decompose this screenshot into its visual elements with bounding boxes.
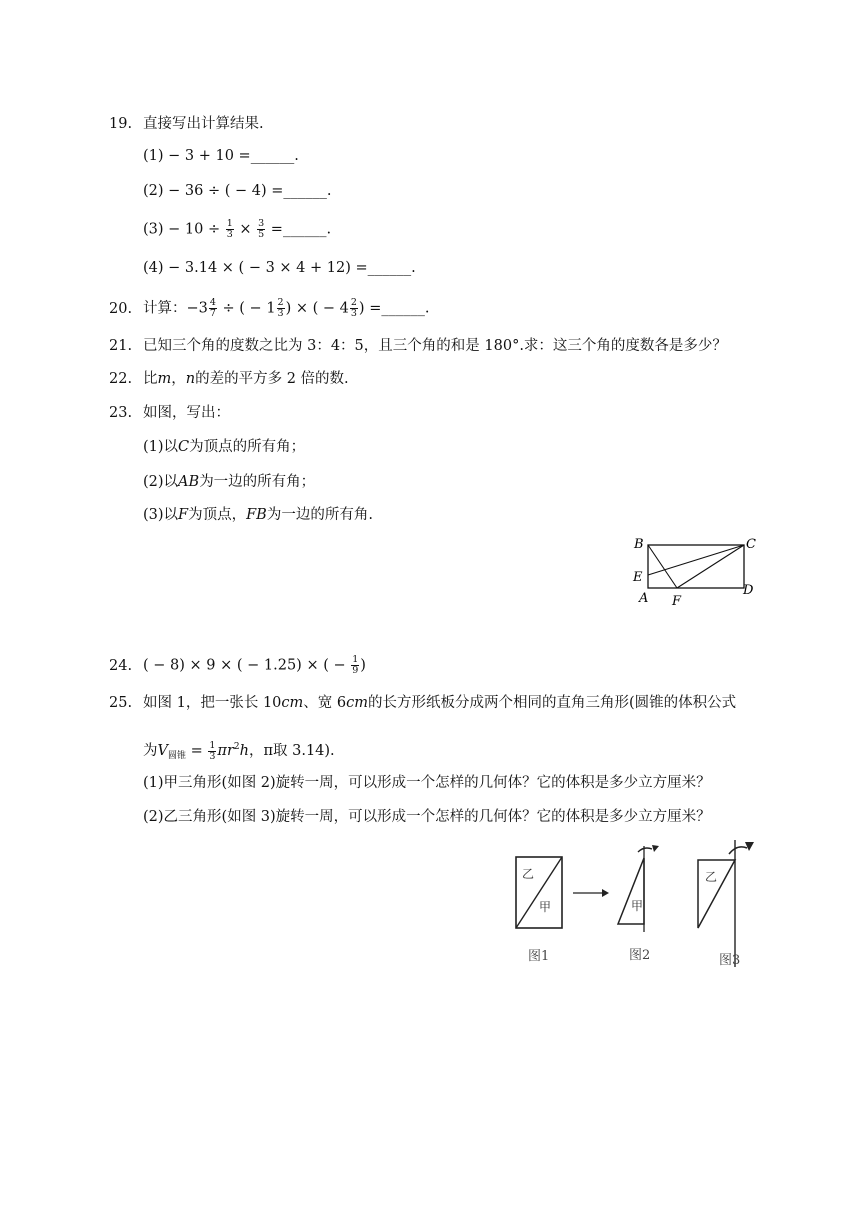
q23-stem: 23. 如图，写出：: [109, 405, 230, 421]
fig2-triangle: [618, 858, 644, 924]
q23-part3: (3)以F为顶点，FB为一边的所有角.: [143, 507, 373, 523]
q19-stem: [109, 114, 264, 134]
fig3-rotation-arrow-icon: [745, 842, 754, 851]
fraction: $\frac{3}{5}$: [258, 218, 265, 240]
fig1-caption: 图1: [528, 949, 550, 964]
q25-figures: [505, 836, 775, 976]
fig1-label-yi: 乙: [522, 867, 535, 881]
q23-part1: (1)以C为顶点的所有角；: [143, 439, 306, 455]
fig2-caption: 图2: [629, 948, 651, 963]
fraction: $\frac{1}{3}$: [209, 739, 216, 762]
q21-stem: 21. 已知三个角的度数之比为 3：4：5，且三个角的和是 180°.求：这三个角的度数各是多少？: [109, 338, 727, 354]
q25-stem-line1: 25. 如图 1，把一张长 10cm、宽 6cm的长方形纸板分成两个相同的直角三角形(圆锥的体积公式: [109, 695, 737, 711]
q25-stem-line2: 为$V_{圆锥}$ = $\frac{1}{3}$ $\pi r^2h$，π取 3.14).: [143, 739, 335, 762]
q19-number: 19.: [109, 116, 133, 132]
fraction: $\frac{1}{3}$: [226, 218, 233, 240]
fig3-label-yi: 乙: [705, 870, 718, 884]
fig2-label-jia: 甲: [631, 899, 644, 913]
label-e: E: [633, 570, 643, 585]
fraction: $\frac{2}{3}$: [350, 297, 357, 319]
label-d: D: [743, 583, 754, 598]
arrow-head-icon: [602, 889, 609, 897]
q24-stem: 24. ( − 8) × 9 × ( − 1.25) × ( − $\frac{1}{9}$ ): [109, 654, 366, 676]
q23-figure: [628, 532, 768, 610]
label-b: B: [634, 537, 644, 552]
label-c: C: [746, 537, 756, 552]
q19-part3: (3) − 10 ÷ $\frac{1}{3}$ × $\frac{3}{5}$ =______.: [143, 218, 332, 240]
label-a: A: [639, 591, 649, 606]
fig1-label-jia: 甲: [539, 900, 552, 914]
q19-part1: (1) − 3 + 10 =______.: [143, 148, 299, 164]
fig2-rotation-arrow-icon: [652, 845, 659, 852]
q20-stem: 20. 计算：−3 $\frac{4}{7}$ ÷ ( − 1 $\frac{2}{3}$ ) × ( − 4 $\frac{2}{3}$ ) =______.: [109, 297, 430, 319]
q19-part4: (4) − 3.14 × ( − 3 × 4 + 12) =______.: [143, 260, 416, 276]
q22-stem: 22. 比m，n的差的平方多 2 倍的数.: [109, 371, 349, 387]
segment-bf: [648, 545, 677, 588]
segment-fc: [677, 545, 744, 588]
q25-part1: (1)甲三角形(如图 2)旋转一周，可以形成一个怎样的几何体？它的体积是多少立方厘米？: [143, 775, 711, 791]
fraction: $\frac{2}{3}$: [277, 297, 284, 319]
q25-part2: (2)乙三角形(如图 3)旋转一周，可以形成一个怎样的几何体？它的体积是多少立方厘米？: [143, 809, 711, 825]
segment-ec: [648, 545, 744, 575]
fig3-rotation-arrow: [729, 847, 747, 854]
q23-part2: (2)以AB为一边的所有角；: [143, 474, 316, 490]
q19-text: 直接写出计算结果.: [143, 116, 264, 132]
fig3-caption: 图3: [719, 953, 741, 968]
label-f: F: [672, 594, 682, 609]
fraction: $\frac{4}{7}$: [209, 297, 216, 319]
fig2-rotation-arrow: [638, 848, 652, 852]
q19-part2: (2) − 36 ÷ ( − 4) =______.: [143, 183, 332, 199]
fraction: $\frac{1}{9}$: [352, 654, 359, 676]
